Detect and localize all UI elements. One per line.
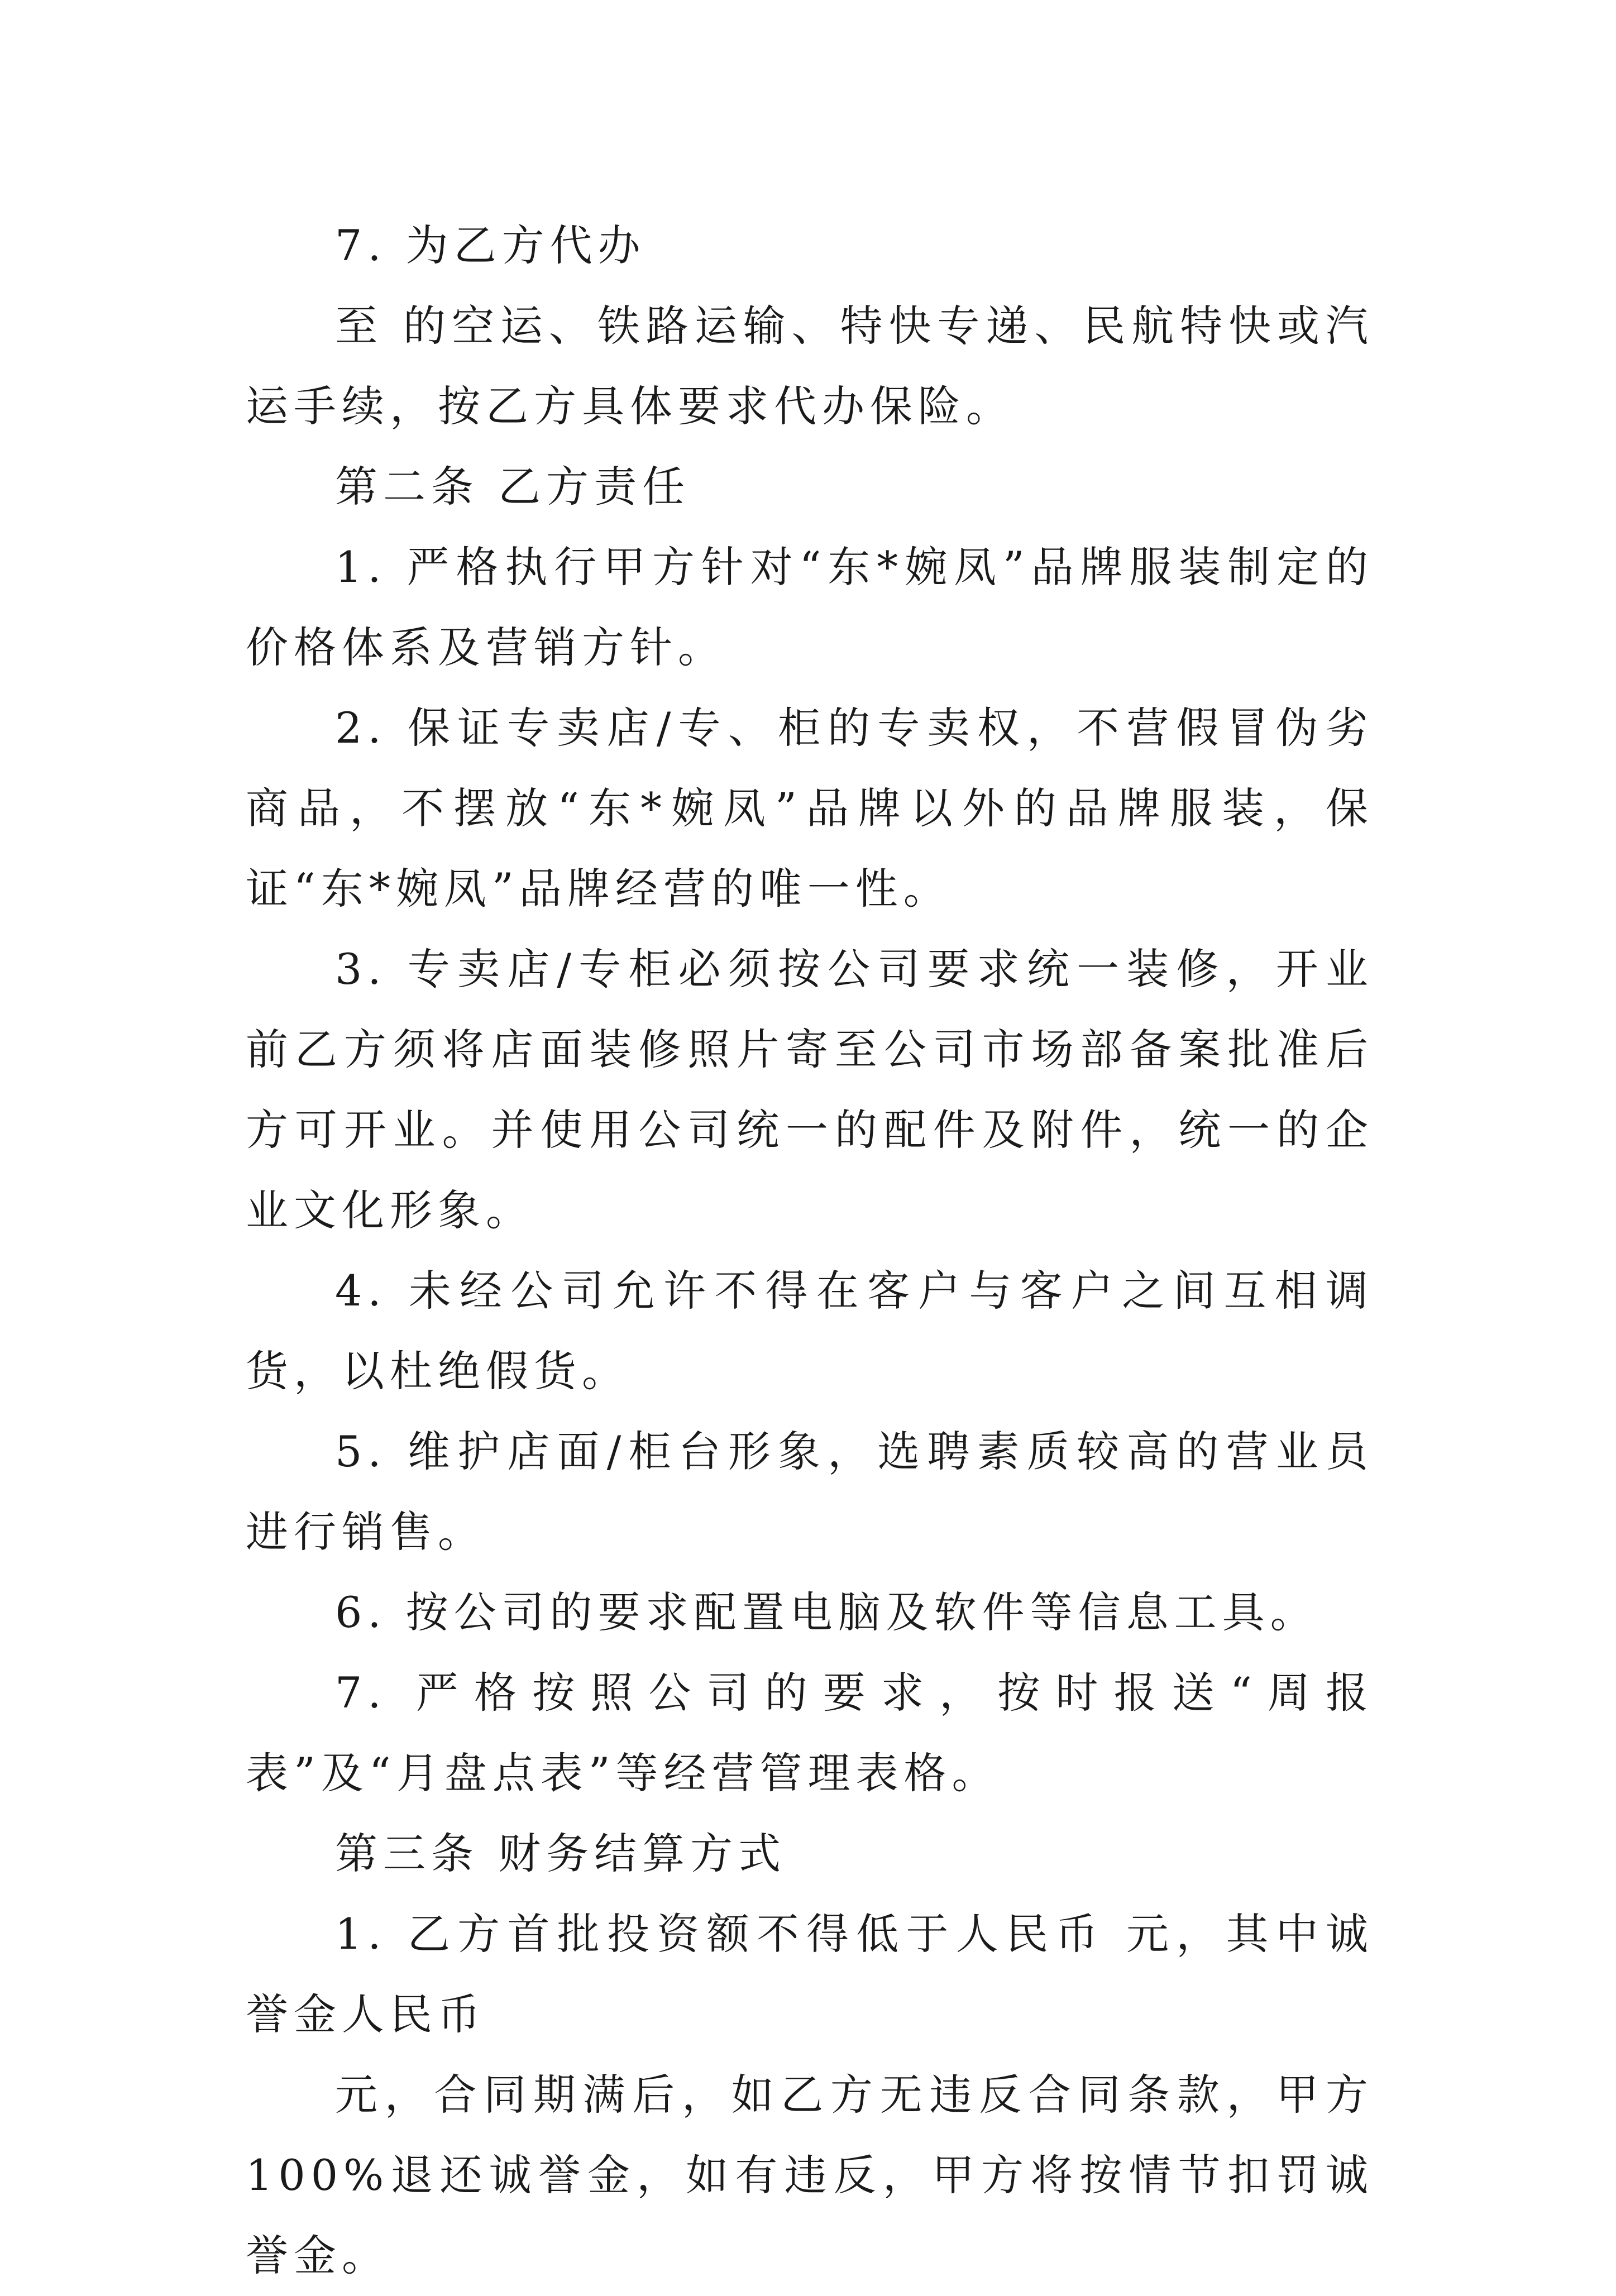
paragraph-2-2: 2. 保证专卖店/专、柜的专卖权，不营假冒伪劣商品，不摆放“东*婉凤”品牌以外的品牌服装，保证“东*婉凤”品牌经营的唯一性。 xyxy=(246,703,1374,913)
document-body xyxy=(246,205,1374,2296)
paragraph-2-3: 3. 专卖店/专柜必须按公司要求统一装修，开业前乙方须将店面装修照片寄至公司市场部备案批准后方可开业。并使用公司统一的配件及附件，统一的企业文化形象。 xyxy=(246,944,1374,1235)
paragraph-3-1: 1. 乙方首批投资额不得低于人民币 元，其中诚誉金人民币 xyxy=(246,1909,1374,2039)
paragraph-2-7: 7. 严格按照公司的要求，按时报送“周报表”及“月盘点表”等经营管理表格。 xyxy=(246,1668,1374,1798)
paragraph-2-5: 5. 维护店面/柜台形象，选聘素质较高的营业员进行销售。 xyxy=(246,1427,1374,1557)
paragraph-2-6: 6. 按公司的要求配置电脑及软件等信息工具。 xyxy=(335,1587,1318,1637)
paragraph-2-1: 1. 严格执行甲方针对“东*婉凤”品牌服装制定的价格体系及营销方针。 xyxy=(246,542,1374,672)
paragraph-2-4: 4. 未经公司允许不得在客户与客户之间互相调货，以杜绝假货。 xyxy=(246,1266,1374,1396)
paragraph-7-handling: 7. 为乙方代办 xyxy=(335,221,646,270)
heading-article-3: 第三条 财务结算方式 xyxy=(335,1829,787,1878)
paragraph-transport-insurance: 至 的空运、铁路运输、特快专递、民航特快或汽运手续，按乙方具体要求代办保险。 xyxy=(246,301,1374,431)
paragraph-3-1-continued: 元，合同期满后，如乙方无违反合同条款，甲方100%退还诚誉金，如有违反，甲方将按情节扣罚诚誉金。 xyxy=(246,2070,1374,2280)
heading-article-2: 第二条 乙方责任 xyxy=(335,462,691,511)
